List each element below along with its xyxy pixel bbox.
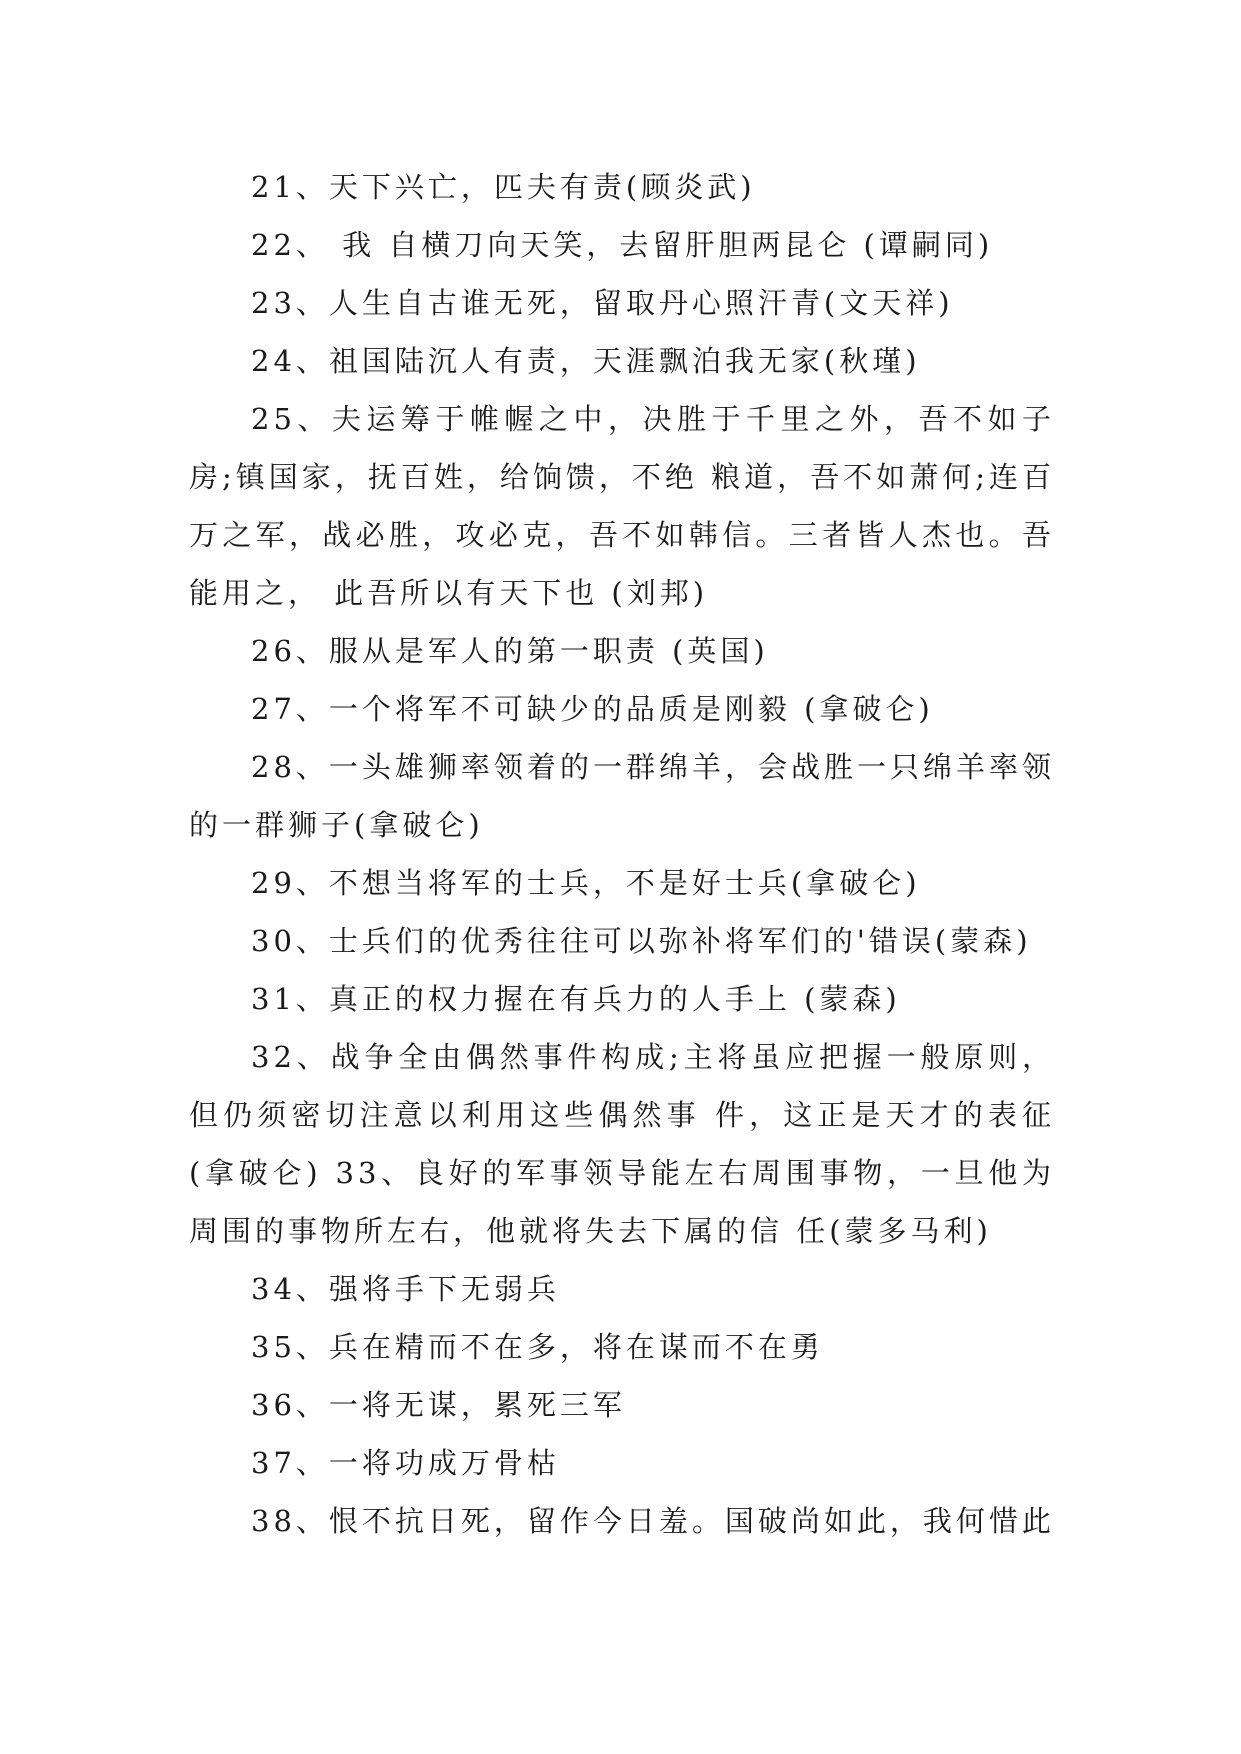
paragraph-35: 35、兵在精而不在多，将在谋而不在勇	[251, 1330, 824, 1364]
paragraph-36: 36、一将无谋，累死三军	[251, 1388, 626, 1422]
paragraph-38: 38、恨不抗日死，留作今日羞。国破尚如此，我何惜此	[251, 1504, 1055, 1538]
paragraph-30: 30、士兵们的优秀往往可以弥补将军们的'错误(蒙森)	[251, 924, 1032, 958]
paragraph-21: 21、天下兴亡，匹夫有责(顾炎武)	[251, 170, 756, 204]
paragraph-32-33: 32、战争全由偶然事件构成;主将虽应把握一般原则，但仍须密切注意以利用这些偶然事 件，这正是天才的表征(拿破仑) 33、良好的军事领导能左右周围事物，一旦他为周围的事物所左右，他就将失去下属的信 任(蒙多马利)	[189, 1040, 1055, 1248]
paragraph-31: 31、真正的权力握在有兵力的人手上 (蒙森)	[251, 982, 901, 1016]
paragraph-23: 23、人生自古谁无死，留取丹心照汗青(文天祥)	[251, 286, 954, 320]
paragraph-25: 25、夫运筹于帷幄之中，决胜于千里之外，吾不如子房;镇国家，抚百姓，给饷馈，不绝 粮道，吾不如萧何;连百万之军，战必胜，攻必克，吾不如韩信。三者皆人杰也。吾能用之， 此吾所以有天下也 (刘邦)	[189, 402, 1055, 610]
paragraph-24: 24、祖国陆沉人有责，天涯飘泊我无家(秋瑾)	[251, 344, 921, 378]
paragraph-27: 27、一个将军不可缺少的品质是刚毅 (拿破仑)	[251, 692, 934, 726]
paragraph-34: 34、强将手下无弱兵	[251, 1272, 560, 1306]
paragraph-28: 28、一头雄狮率领着的一群绵羊，会战胜一只绵羊率领的一群狮子(拿破仑)	[189, 750, 1055, 842]
paragraph-37: 37、一将功成万骨枯	[251, 1446, 560, 1480]
document-body	[189, 158, 1055, 1550]
paragraph-26: 26、服从是军人的第一职责 (英国)	[251, 634, 769, 668]
paragraph-22: 22、 我 自横刀向天笑，去留肝胆两昆仑 (谭嗣同)	[251, 228, 994, 262]
paragraph-29: 29、不想当将军的士兵，不是好士兵(拿破仑)	[251, 866, 921, 900]
